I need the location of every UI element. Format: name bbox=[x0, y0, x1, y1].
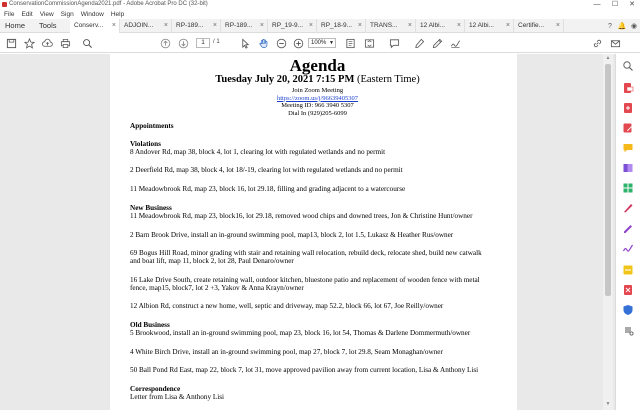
meeting-id: Meeting ID: 966 3940 5307 bbox=[281, 102, 354, 109]
scroll-down-icon[interactable]: ▼ bbox=[605, 401, 611, 407]
comment-icon[interactable] bbox=[387, 36, 401, 50]
scrollbar-thumb[interactable] bbox=[605, 64, 611, 296]
tab-tools[interactable]: Tools bbox=[39, 21, 57, 30]
close-tab-icon[interactable]: × bbox=[259, 22, 264, 29]
zoom-in-icon[interactable] bbox=[291, 36, 305, 50]
pdf-page bbox=[110, 54, 517, 410]
upload-cloud-icon[interactable] bbox=[40, 36, 54, 50]
menu-window[interactable]: Window bbox=[80, 10, 104, 18]
agenda-item: 11 Meadowbrook Rd, map 23, block 16, lot 29.18, filling and grading adjacent to a watercourse bbox=[130, 185, 406, 193]
doc-tab-label: Certifie... bbox=[518, 22, 545, 29]
doc-tab-active[interactable] bbox=[70, 19, 120, 33]
zoom-out-icon[interactable] bbox=[274, 36, 288, 50]
menu-bar bbox=[0, 9, 640, 19]
fill-and-sign-icon[interactable] bbox=[622, 222, 634, 234]
doc-tab-label: TRANS... bbox=[370, 22, 398, 29]
doc-tab[interactable] bbox=[366, 19, 416, 33]
previous-page-icon[interactable] bbox=[158, 36, 172, 50]
doc-tab-label: RP-189... bbox=[176, 22, 204, 29]
export-pdf-icon[interactable] bbox=[622, 82, 634, 94]
doc-tab[interactable] bbox=[172, 19, 221, 33]
menu-sign[interactable]: Sign bbox=[60, 10, 74, 18]
doc-tab[interactable] bbox=[416, 19, 465, 33]
doc-tab[interactable] bbox=[120, 19, 172, 33]
agenda-item: 4 White Birch Drive, install an in-ground swimming pool, map 27, block 7, lot 29.8, Seam Monaghan/owner bbox=[130, 348, 443, 356]
doc-tab-label: Conserv... bbox=[74, 22, 104, 29]
doc-tab[interactable] bbox=[317, 19, 366, 33]
doc-tab[interactable] bbox=[268, 19, 317, 33]
section-violations: Violations bbox=[130, 140, 161, 148]
fit-page-icon[interactable] bbox=[343, 36, 357, 50]
organize-pages-icon[interactable] bbox=[622, 182, 634, 194]
chevron-down-icon: ▼ bbox=[329, 40, 334, 46]
close-tab-icon[interactable]: × bbox=[308, 22, 313, 29]
agenda-title: Agenda bbox=[289, 56, 346, 75]
close-tab-icon[interactable]: × bbox=[212, 22, 217, 29]
document-viewer bbox=[0, 54, 615, 410]
maximize-button[interactable]: ☐ bbox=[611, 1, 619, 8]
search-tool-icon[interactable] bbox=[622, 60, 634, 72]
search-icon[interactable] bbox=[80, 36, 94, 50]
notifications-icon[interactable]: 🔔 bbox=[617, 23, 627, 30]
meeting-date bbox=[130, 74, 505, 85]
close-tab-icon[interactable]: × bbox=[555, 22, 560, 29]
bookmark-star-icon[interactable] bbox=[22, 36, 36, 50]
menu-file[interactable]: File bbox=[4, 10, 15, 18]
help-icon[interactable]: ? bbox=[608, 22, 612, 30]
next-page-icon[interactable] bbox=[176, 36, 190, 50]
zoom-level-value: 100% bbox=[311, 40, 327, 46]
doc-tab[interactable] bbox=[465, 19, 514, 33]
title-bar bbox=[0, 0, 640, 9]
redact-icon[interactable] bbox=[622, 202, 634, 214]
right-tools-panel bbox=[615, 54, 640, 410]
section-old-business: Old Business bbox=[130, 321, 170, 329]
close-tab-icon[interactable]: × bbox=[456, 22, 461, 29]
share-link-icon[interactable] bbox=[590, 36, 604, 50]
email-icon[interactable] bbox=[608, 36, 622, 50]
doc-tab-label: RP_19-9... bbox=[272, 22, 304, 29]
meeting-date-timezone: (Eastern Time) bbox=[354, 74, 420, 85]
doc-tab[interactable] bbox=[221, 19, 268, 33]
print-icon[interactable] bbox=[58, 36, 72, 50]
section-correspondence: Correspondence bbox=[130, 385, 181, 393]
doc-tab-label: ADJOIN... bbox=[124, 22, 154, 29]
scroll-up-icon[interactable]: ▲ bbox=[605, 55, 611, 61]
agenda-item: Letter from Lisa & Anthony Lisi bbox=[130, 393, 225, 401]
agenda-item: 69 Bogus Hill Road, minor grading with stair and retaining wall relocation, rebuild deck, relocate shed, build new catwalk bbox=[130, 249, 482, 257]
close-tab-icon[interactable]: × bbox=[505, 22, 510, 29]
doc-tab-label: RP-189... bbox=[225, 22, 253, 29]
agenda-item: 16 Lake Drive South, create retaining wall, outdoor kitchen, bluestone patio and replacement of wooden fence with metal bbox=[130, 276, 480, 284]
doc-tab-label: RP_18-9... bbox=[321, 22, 353, 29]
hand-tool-icon[interactable] bbox=[256, 36, 270, 50]
comment-tool-icon[interactable] bbox=[622, 142, 634, 154]
menu-edit[interactable]: Edit bbox=[21, 10, 33, 18]
agenda-item: 2 Deerfield Rd, map 38, block 4, lot 18/-19, clearing lot with regulated wetlands and no permit bbox=[130, 166, 403, 174]
zoom-meeting-link[interactable]: https://zoom.us/j/96639405307 bbox=[276, 94, 359, 102]
doc-tab-label: 12 Albi... bbox=[420, 22, 445, 29]
compress-pdf-icon[interactable] bbox=[622, 284, 634, 296]
fill-sign-icon[interactable] bbox=[448, 36, 462, 50]
agenda-item: 11 Meadowbrook Rd, map 23, block16, lot 29.18, removed wood chips and downed trees, Jon & Christine Hunt/owner bbox=[130, 212, 473, 220]
save-icon[interactable] bbox=[4, 36, 18, 50]
tab-home[interactable]: Home bbox=[5, 21, 26, 30]
scan-ocr-icon[interactable] bbox=[622, 264, 634, 276]
zoom-level-select[interactable] bbox=[308, 38, 336, 48]
minimize-button[interactable]: — bbox=[593, 1, 601, 8]
dial-in-number: Dial In (929)205-6099 bbox=[288, 109, 347, 117]
page-number-input[interactable]: 1 bbox=[196, 38, 210, 48]
close-tab-icon[interactable]: × bbox=[407, 22, 412, 29]
doc-tab[interactable] bbox=[514, 19, 564, 33]
agenda-item-continued: fence, map15, block7, lot 2 +3, Yakov & Anna Krayn/owner bbox=[130, 284, 304, 292]
combine-files-icon[interactable] bbox=[622, 162, 634, 174]
agenda-item: 5 Brookwood, install an in-ground swimming pool, map 23, block 16, lot 54, Thomas & Darlene Dommermuth/owner bbox=[130, 329, 471, 337]
vertical-scrollbar[interactable] bbox=[603, 54, 613, 410]
window-title: ConservationCommissionAgenda2021.pdf - Adobe Acrobat Pro DC (32-bit) bbox=[9, 1, 208, 7]
meeting-date-main: Tuesday July 20, 2021 7:15 PM bbox=[215, 74, 355, 85]
agenda-item: 2 Barn Brook Drive, install an in-ground swimming pool, map13, block 2, lot 1.5, Lukasz & Heather Rus/owner bbox=[130, 231, 454, 239]
select-cursor-icon[interactable] bbox=[238, 36, 252, 50]
agenda-item: 8 Andover Rd, map 38, block 4, lot 1, clearing lot with regulated wetlands and no permit bbox=[130, 148, 386, 156]
agenda-item-continued: and boat lift, map 11, block 2, lot 28, Paul Denaro/owner bbox=[130, 257, 294, 265]
zoom-join-label: Join Zoom Meeting bbox=[291, 87, 344, 94]
menu-help[interactable]: Help bbox=[110, 10, 125, 18]
doc-tab-label: 12 Albi... bbox=[469, 22, 494, 29]
close-tab-icon[interactable]: × bbox=[111, 22, 116, 29]
menu-view[interactable]: View bbox=[39, 10, 54, 18]
protect-shield-icon[interactable] bbox=[622, 304, 634, 316]
section-appointments: Appointments bbox=[130, 122, 174, 130]
toolbar bbox=[0, 33, 640, 53]
section-new-business: New Business bbox=[130, 204, 172, 212]
close-window-button[interactable]: ✕ bbox=[629, 1, 635, 8]
draw-pencil-icon[interactable] bbox=[430, 36, 444, 50]
edit-pdf-icon[interactable] bbox=[622, 122, 634, 134]
tab-bar bbox=[0, 19, 640, 33]
close-tab-icon[interactable]: × bbox=[163, 22, 168, 29]
highlight-pen-icon[interactable] bbox=[412, 36, 426, 50]
agenda-item: 12 Albion Rd, construct a new home, well, septic and driveway, map 52.2, block 66, lot 67, Joe Reilly/owner bbox=[130, 302, 444, 310]
agenda-item: 50 Ball Pond Rd East, map 22, block 7, lot 31, move approved pavilion away from current location, Lisa & Anthony Lisi bbox=[130, 366, 479, 374]
create-pdf-icon[interactable] bbox=[622, 102, 634, 114]
account-icon[interactable]: ◉ bbox=[630, 23, 638, 30]
more-tools-icon[interactable] bbox=[622, 324, 634, 336]
scroll-mode-icon[interactable] bbox=[362, 36, 376, 50]
send-for-signature-icon[interactable] bbox=[622, 242, 634, 254]
page-total: / 1 bbox=[213, 39, 220, 45]
acrobat-app-icon bbox=[2, 2, 7, 7]
close-tab-icon[interactable]: × bbox=[357, 22, 362, 29]
